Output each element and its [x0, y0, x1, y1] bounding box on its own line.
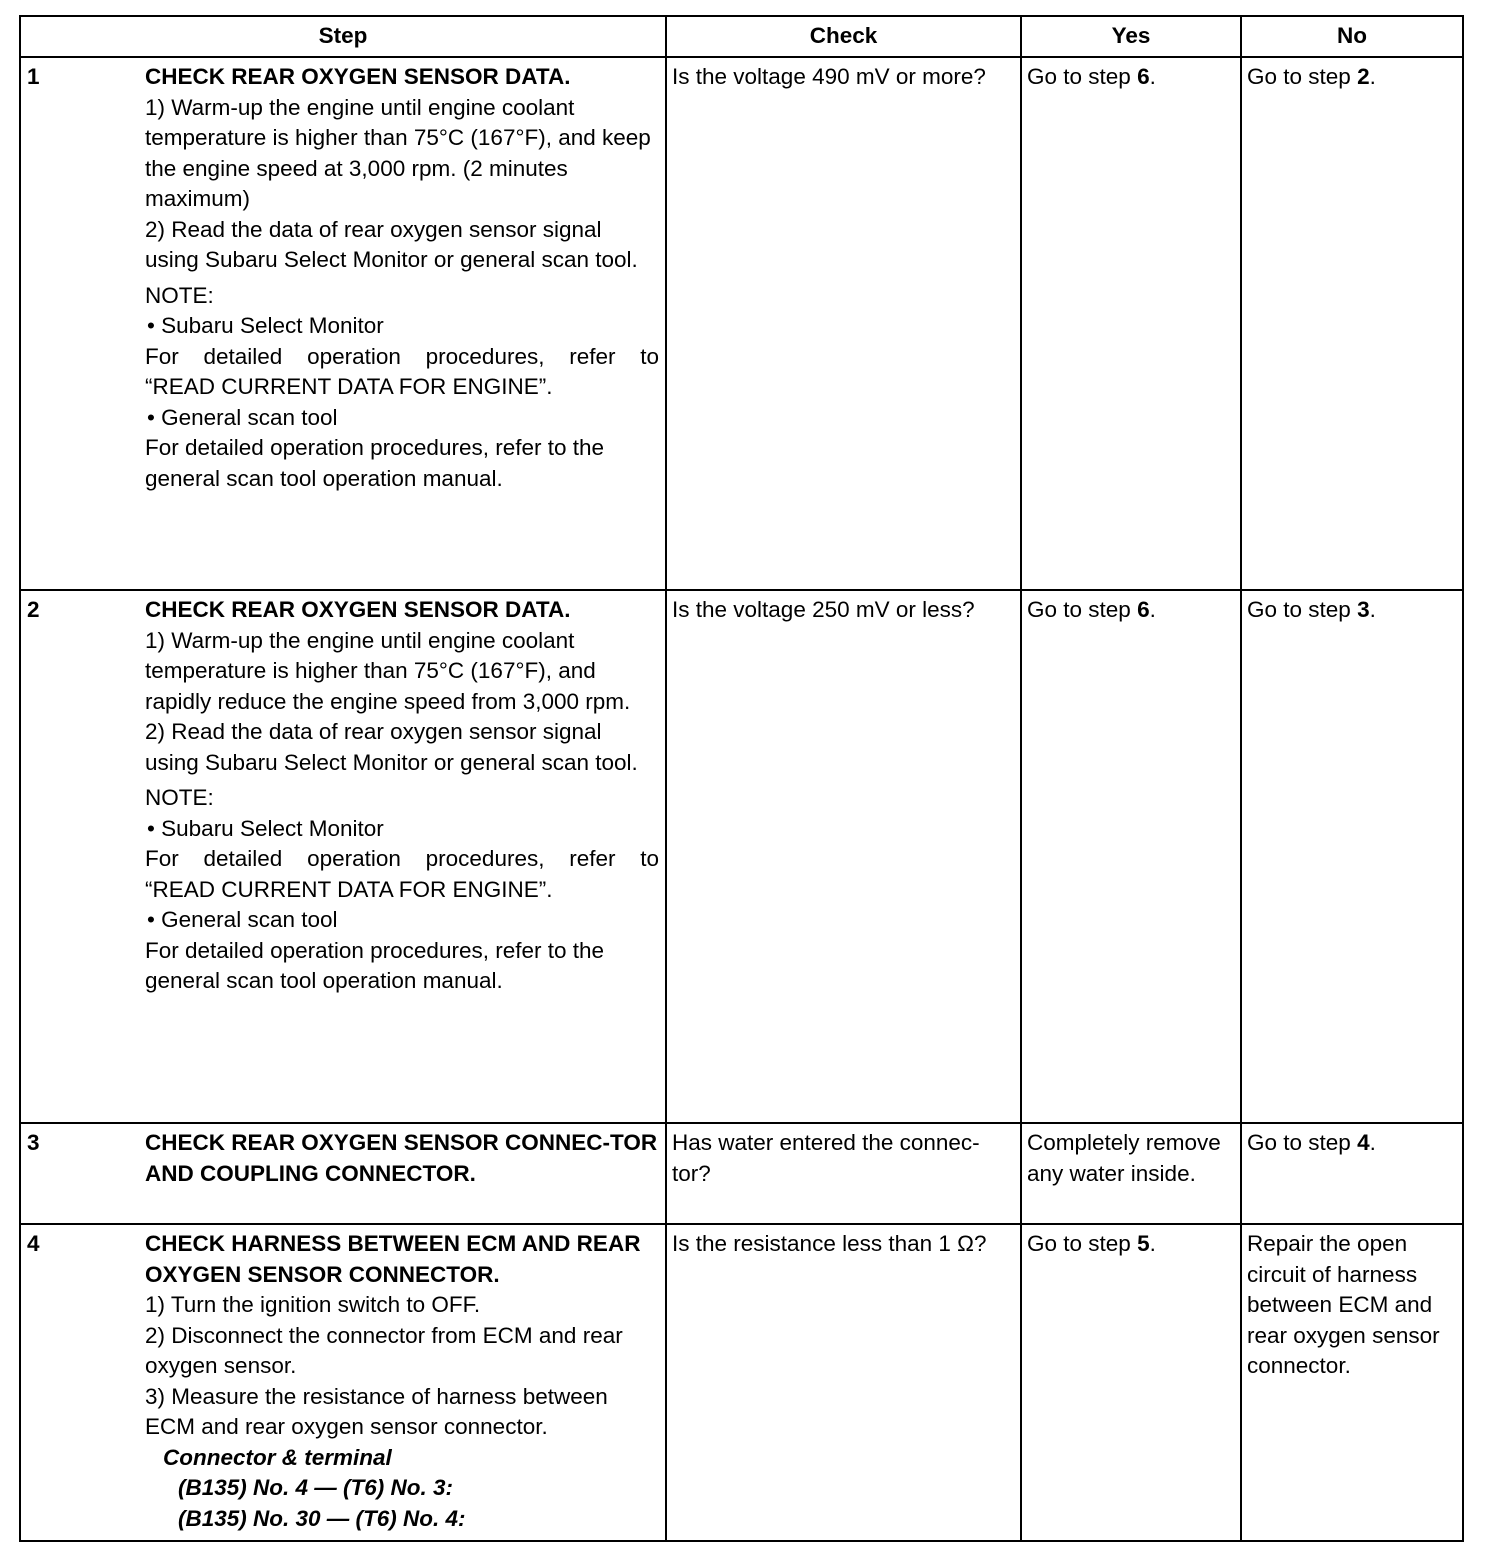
note-bullet: • General scan tool — [145, 403, 659, 434]
note-text: For detailed operation procedures, refer to — [145, 846, 659, 871]
header-step: Step — [20, 16, 666, 57]
header-yes: Yes — [1021, 16, 1241, 57]
check-cell: Is the voltage 490 mV or more? — [666, 57, 1021, 590]
connector-terminal-pair: (B135) No. 4 — (T6) No. 3: — [178, 1475, 454, 1500]
note-label: NOTE: — [145, 282, 214, 308]
yes-step-number: 5 — [1137, 1231, 1150, 1256]
yes-cell — [1021, 57, 1241, 590]
header-no: No — [1241, 16, 1463, 57]
yes-punct: . — [1149, 1231, 1156, 1256]
no-cell — [1241, 590, 1463, 1123]
yes-punct: . — [1149, 597, 1156, 622]
step-cell — [20, 1224, 666, 1541]
yes-step-number: 6 — [1137, 597, 1150, 622]
diagnostic-table — [19, 15, 1464, 1542]
header-row — [20, 16, 1463, 57]
yes-cell — [1021, 590, 1241, 1123]
note-bullet: • Subaru Select Monitor — [145, 311, 659, 342]
step-instruction: 1) Turn the ignition switch to OFF. — [145, 1292, 481, 1317]
check-cell: Has water entered the connec-tor? — [666, 1123, 1021, 1224]
note-bullet: • General scan tool — [145, 905, 659, 936]
step-instruction: 1) Warm-up the engine until engine coolant temperature is higher than 75°C (167°F), and keep the engine speed at 3,000 rpm. (2 minutes maximum) — [145, 94, 651, 211]
note-text: “READ CURRENT DATA FOR ENGINE”. — [145, 876, 553, 902]
yes-text: Go to step — [1027, 1231, 1138, 1256]
connector-terminal-label: Connector & terminal — [163, 1444, 392, 1470]
no-step-number: 3 — [1357, 597, 1370, 622]
table-row — [20, 1224, 1463, 1541]
no-punct: . — [1369, 64, 1376, 89]
no-cell — [1241, 1123, 1463, 1224]
table-row — [20, 57, 1463, 590]
check-cell: Is the voltage 250 mV or less? — [666, 590, 1021, 1123]
step-title: CHECK REAR OXYGEN SENSOR DATA. — [145, 64, 571, 89]
step-number: 1 — [27, 64, 40, 89]
yes-cell: Completely remove any water inside. — [1021, 1123, 1241, 1224]
step-instruction: 2) Read the data of rear oxygen sensor signal using Subaru Select Monitor or general scan tool. — [145, 216, 638, 272]
yes-cell — [1021, 1224, 1241, 1541]
step-cell — [20, 57, 666, 590]
note-text: For detailed operation procedures, refer to — [145, 343, 659, 369]
note-text: For detailed operation procedures, refer to the general scan tool operation manual. — [145, 435, 605, 491]
no-cell: Repair the open circuit of harness between ECM and rear oxygen sensor connector. — [1241, 1224, 1463, 1541]
step-cell — [20, 1123, 666, 1224]
no-step-number: 4 — [1357, 1130, 1370, 1155]
no-text: Go to step — [1247, 1130, 1358, 1155]
step-instruction: 2) Read the data of rear oxygen sensor signal using Subaru Select Monitor or general scan tool. — [145, 719, 638, 775]
step-title: CHECK REAR OXYGEN SENSOR DATA. — [145, 597, 571, 622]
check-cell: Is the resistance less than 1 Ω? — [666, 1224, 1021, 1541]
no-punct: . — [1369, 1130, 1376, 1155]
step-cell — [20, 590, 666, 1123]
no-text: Go to step — [1247, 64, 1358, 89]
step-instruction: 1) Warm-up the engine until engine coolant temperature is higher than 75°C (167°F), and rapidly reduce the engine speed from 3,000 rpm. — [145, 627, 631, 714]
yes-step-number: 6 — [1137, 64, 1150, 89]
note-text: “READ CURRENT DATA FOR ENGINE”. — [145, 374, 553, 399]
table-row — [20, 1123, 1463, 1224]
yes-text: Go to step — [1027, 64, 1138, 89]
header-check: Check — [666, 16, 1021, 57]
step-instruction: 2) Disconnect the connector from ECM and rear oxygen sensor. — [145, 1322, 623, 1378]
connector-terminal-pair: (B135) No. 30 — (T6) No. 4: — [178, 1505, 466, 1531]
no-step-number: 2 — [1357, 64, 1370, 89]
no-text: Go to step — [1247, 597, 1358, 622]
step-title: CHECK HARNESS BETWEEN ECM AND REAR OXYGEN SENSOR CONNECTOR. — [145, 1231, 641, 1287]
yes-punct: . — [1149, 64, 1156, 89]
table-row — [20, 590, 1463, 1123]
step-number: 2 — [27, 597, 40, 622]
step-number: 4 — [27, 1231, 40, 1256]
note-bullet: • Subaru Select Monitor — [145, 814, 659, 845]
no-punct: . — [1369, 597, 1376, 622]
step-title: CHECK REAR OXYGEN SENSOR CONNEC-TOR AND COUPLING CONNECTOR. — [145, 1130, 658, 1186]
step-number: 3 — [27, 1130, 40, 1155]
yes-text: Go to step — [1027, 597, 1138, 622]
note-label: NOTE: — [145, 785, 214, 810]
step-instruction: 3) Measure the resistance of harness between ECM and rear oxygen sensor connector. — [145, 1383, 608, 1439]
note-text: For detailed operation procedures, refer to the general scan tool operation manual. — [145, 937, 605, 993]
no-cell — [1241, 57, 1463, 590]
